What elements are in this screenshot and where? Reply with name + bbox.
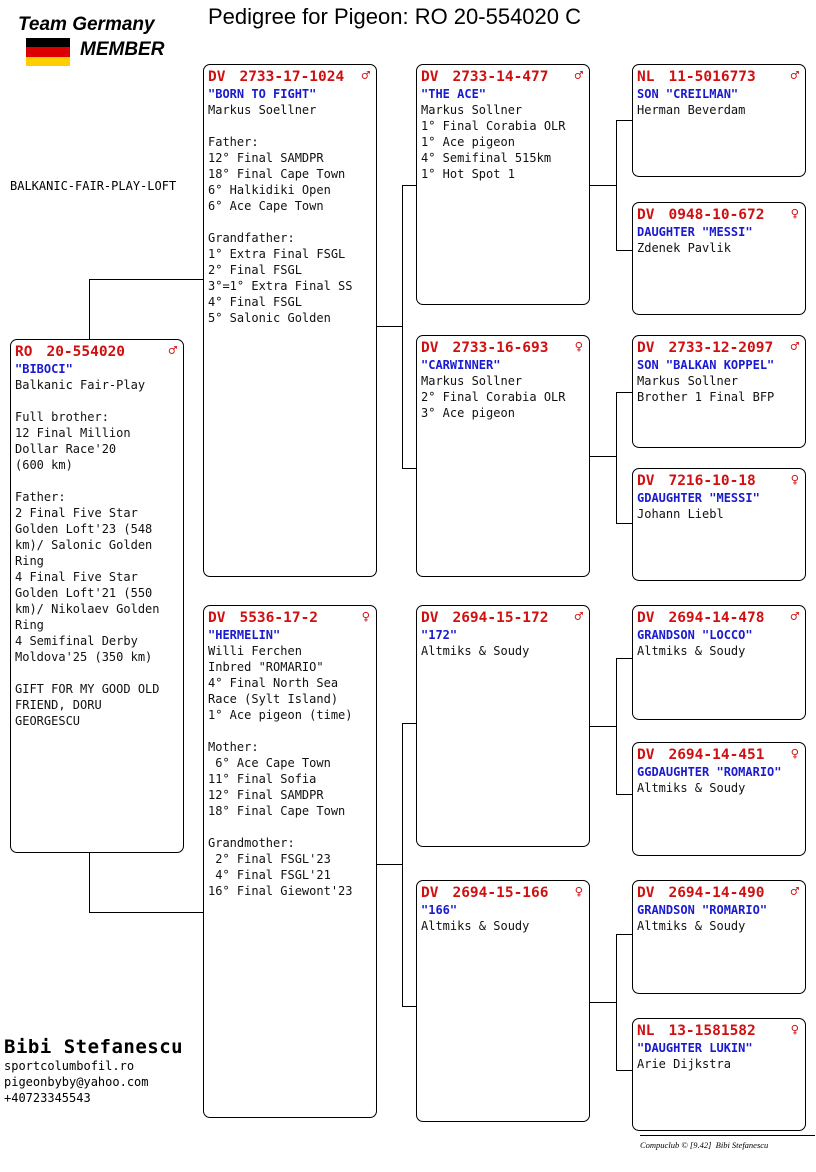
- pigeon-name: GRANDSON "LOCCO": [637, 628, 753, 642]
- info-line: 3°=1° Extra Final SS: [208, 279, 353, 293]
- male-icon: ♂: [790, 609, 799, 625]
- pigeon-name: "BIBOCI": [15, 362, 73, 376]
- info-line: Markus Soellner: [208, 103, 317, 117]
- connector-line: [616, 658, 633, 659]
- pigeon-card-mother[interactable]: [203, 605, 377, 1118]
- country-code: NL: [637, 69, 655, 85]
- pigeon-name: "THE ACE": [421, 87, 487, 101]
- pigeon-card-subject[interactable]: [10, 339, 184, 853]
- info-line: 2° Final Corabia OLR: [421, 390, 566, 404]
- male-icon: ♂: [574, 68, 583, 84]
- info-line: Markus Sollner: [637, 374, 739, 388]
- info-line: 1° Ace pigeon (time): [208, 708, 353, 722]
- info-line: Altmiks & Soudy: [637, 919, 746, 933]
- female-icon: ♀: [574, 339, 583, 355]
- ring-number: [637, 885, 801, 902]
- connector-line: [589, 456, 616, 457]
- country-code: DV: [208, 610, 226, 626]
- country-code: DV: [421, 340, 439, 356]
- male-icon: ♂: [574, 609, 583, 625]
- owner-phone: +40723345543: [4, 1091, 91, 1105]
- info-line: 5° Salonic Golden: [208, 311, 331, 325]
- pigeon-card-mfm[interactable]: [632, 742, 806, 856]
- ring-id: 2733-12-2097: [668, 340, 774, 356]
- info-line: 1° Final Corabia OLR: [421, 119, 566, 133]
- ring-number: [15, 344, 179, 361]
- pigeon-card-mmm[interactable]: [632, 1018, 806, 1131]
- female-icon: ♀: [790, 206, 799, 222]
- info-line: Father:: [208, 135, 259, 149]
- info-line: Inbred "ROMARIO": [208, 660, 324, 674]
- connector-line: [376, 864, 402, 865]
- info-line: Race (Sylt Island): [208, 692, 339, 706]
- connector-line: [402, 723, 417, 724]
- info-line: 2° Final FSGL: [208, 263, 302, 277]
- info-line: 11° Final Sofia: [208, 772, 317, 786]
- country-code: NL: [637, 1023, 655, 1039]
- male-icon: ♂: [790, 68, 799, 84]
- connector-line: [616, 523, 633, 524]
- info-line: 6° Ace Cape Town: [208, 199, 324, 213]
- info-line: Altmiks & Soudy: [421, 644, 530, 658]
- country-code: DV: [421, 610, 439, 626]
- ring-number: [421, 885, 585, 902]
- info-line: [208, 118, 372, 134]
- info-line: 3° Ace pigeon: [421, 406, 515, 420]
- connector-line: [402, 468, 417, 469]
- info-line: [15, 393, 179, 409]
- ring-number: [208, 610, 372, 627]
- pigeon-name: SON "CREILMAN": [637, 87, 739, 101]
- owner-website[interactable]: sportcolumbofil.ro: [4, 1059, 135, 1073]
- info-line: Full brother:: [15, 410, 109, 424]
- info-line: Grandfather:: [208, 231, 295, 245]
- footer-credit: Compuclub © [9.42] Bibi Stefanescu: [640, 1140, 769, 1150]
- ring-id: 20-554020: [46, 344, 126, 360]
- ring-number: [208, 69, 372, 86]
- male-icon: ♂: [361, 68, 370, 84]
- info-line: Brother 1 Final BFP: [637, 390, 775, 404]
- male-icon: ♂: [790, 884, 799, 900]
- info-line: 2 Final Five Star: [15, 506, 138, 520]
- pigeon-card-father[interactable]: [203, 64, 377, 577]
- pigeon-name: GRANDSON "ROMARIO": [637, 903, 768, 917]
- info-line: 4° Semifinal 515km: [421, 151, 552, 165]
- info-line: 1° Ace pigeon: [421, 135, 515, 149]
- female-icon: ♀: [790, 746, 799, 762]
- ring-id: 11-5016773: [668, 69, 756, 85]
- connector-line: [616, 250, 633, 251]
- info-line: [208, 214, 372, 230]
- connector-line: [616, 392, 633, 393]
- owner-email[interactable]: pigeonbyby@yahoo.com: [4, 1075, 149, 1089]
- ring-number: [637, 610, 801, 627]
- info-line: 4 Semifinal Derby: [15, 634, 138, 648]
- info-line: (600 km): [15, 458, 73, 472]
- info-line: 4° Final FSGL'21: [208, 868, 331, 882]
- info-line: GIFT FOR MY GOOD OLD: [15, 682, 160, 696]
- info-line: FRIEND, DORU: [15, 698, 102, 712]
- info-line: 12 Final Million: [15, 426, 131, 440]
- country-code: DV: [421, 885, 439, 901]
- connector-line: [402, 185, 417, 186]
- pigeon-card-fmf[interactable]: [632, 335, 806, 448]
- ring-id: 2733-17-1024: [239, 69, 345, 85]
- ring-id: 2694-15-166: [452, 885, 549, 901]
- connector-line: [616, 392, 617, 523]
- info-line: Golden Loft'23 (548: [15, 522, 153, 536]
- ring-number: [421, 610, 585, 627]
- ring-id: 13-1581582: [668, 1023, 756, 1039]
- info-line: Ring: [15, 554, 44, 568]
- country-code: DV: [637, 885, 655, 901]
- ring-id: 2694-14-478: [668, 610, 765, 626]
- ring-id: 2694-14-490: [668, 885, 765, 901]
- ring-id: 0948-10-672: [668, 207, 765, 223]
- country-code: DV: [637, 747, 655, 763]
- connector-line: [589, 185, 616, 186]
- ring-id: 2694-14-451: [668, 747, 765, 763]
- female-icon: ♀: [361, 609, 370, 625]
- pigeon-name: "BORN TO FIGHT": [208, 87, 317, 101]
- info-line: Willi Ferchen: [208, 644, 302, 658]
- connector-line: [89, 279, 204, 280]
- connector-line: [589, 1002, 616, 1003]
- pigeon-name: "CARWINNER": [421, 358, 501, 372]
- info-line: km)/ Nikolaev Golden: [15, 602, 160, 616]
- pigeon-name: SON "BALKAN KOPPEL": [637, 358, 775, 372]
- info-line: Grandmother:: [208, 836, 295, 850]
- country-code: DV: [637, 340, 655, 356]
- connector-line: [89, 279, 90, 340]
- country-code: DV: [421, 69, 439, 85]
- pigeon-card-father-father[interactable]: [416, 64, 590, 305]
- info-line: 18° Final Cape Town: [208, 167, 346, 181]
- connector-line: [616, 120, 617, 250]
- info-line: Johann Liebl: [637, 507, 724, 521]
- pigeon-card-fmm[interactable]: [632, 468, 806, 581]
- ring-id: 2733-16-693: [452, 340, 549, 356]
- pigeon-card-mother-father[interactable]: [416, 605, 590, 847]
- ring-id: 2694-15-172: [452, 610, 549, 626]
- info-line: [15, 473, 179, 489]
- connector-line: [616, 658, 617, 794]
- info-line: [208, 723, 372, 739]
- female-icon: ♀: [790, 472, 799, 488]
- pigeon-name: "172": [421, 628, 458, 642]
- info-line: Ring: [15, 618, 44, 632]
- info-line: GEORGESCU: [15, 714, 81, 728]
- info-line: Altmiks & Soudy: [421, 919, 530, 933]
- info-line: 1° Hot Spot 1: [421, 167, 515, 181]
- loft-name: BALKANIC-FAIR-PLAY-LOFT: [10, 179, 177, 193]
- country-code: DV: [637, 207, 655, 223]
- pigeon-card-ffm[interactable]: [632, 202, 806, 315]
- connector-line: [376, 326, 402, 327]
- connector-line: [589, 726, 616, 727]
- info-line: 2° Final FSGL'23: [208, 852, 331, 866]
- pigeon-name: DAUGHTER "MESSI": [637, 225, 753, 239]
- owner-name: Bibi Stefanescu: [4, 1036, 184, 1058]
- pigeon-card-mother-mother[interactable]: [416, 880, 590, 1122]
- info-line: Golden Loft'21 (550: [15, 586, 153, 600]
- ring-id: 7216-10-18: [668, 473, 756, 489]
- info-line: 4° Final FSGL: [208, 295, 302, 309]
- info-line: Altmiks & Soudy: [637, 781, 746, 795]
- connector-line: [616, 934, 633, 935]
- connector-line: [616, 120, 633, 121]
- info-line: [15, 665, 179, 681]
- info-line: Dollar Race'20: [15, 442, 117, 456]
- info-line: Altmiks & Soudy: [637, 644, 746, 658]
- info-line: Mother:: [208, 740, 259, 754]
- info-line: 6° Ace Cape Town: [208, 756, 331, 770]
- pigeon-card-mmf[interactable]: [632, 880, 806, 994]
- info-line: Arie Dijkstra: [637, 1057, 731, 1071]
- ring-number: [637, 207, 801, 224]
- connector-line: [89, 852, 90, 913]
- info-line: 18° Final Cape Town: [208, 804, 346, 818]
- ring-id: 5536-17-2: [239, 610, 319, 626]
- info-line: 4° Final North Sea: [208, 676, 339, 690]
- pigeon-name: GDAUGHTER "MESSI": [637, 491, 760, 505]
- connector-line: [616, 934, 617, 1070]
- connector-line: [402, 1006, 417, 1007]
- pigeon-card-fff[interactable]: [632, 64, 806, 177]
- ring-number: [637, 69, 801, 86]
- info-line: Father:: [15, 490, 66, 504]
- footer-divider: [640, 1135, 815, 1136]
- info-line: 16° Final Giewont'23: [208, 884, 353, 898]
- info-line: 6° Halkidiki Open: [208, 183, 331, 197]
- info-line: Balkanic Fair-Play: [15, 378, 146, 392]
- logo-member-label: MEMBER: [80, 39, 165, 60]
- info-line: 4 Final Five Star: [15, 570, 138, 584]
- german-flag-icon: [26, 38, 70, 66]
- info-line: Moldova'25 (350 km): [15, 650, 153, 664]
- team-germany-logo: [14, 14, 194, 68]
- pigeon-name: "HERMELIN": [208, 628, 281, 642]
- female-icon: ♀: [574, 884, 583, 900]
- connector-line: [616, 794, 633, 795]
- ring-number: [637, 747, 801, 764]
- connector-line: [89, 912, 204, 913]
- pigeon-name: "166": [421, 903, 458, 917]
- country-code: DV: [637, 610, 655, 626]
- connector-line: [402, 723, 403, 1006]
- info-line: [208, 819, 372, 835]
- female-icon: ♀: [790, 1022, 799, 1038]
- ring-id: 2733-14-477: [452, 69, 549, 85]
- info-line: Herman Beverdam: [637, 103, 746, 117]
- ring-number: [421, 69, 585, 86]
- ring-number: [637, 340, 801, 357]
- info-line: Zdenek Pavlik: [637, 241, 731, 255]
- country-code: DV: [208, 69, 226, 85]
- connector-line: [616, 1070, 633, 1071]
- ring-number: [637, 473, 801, 490]
- logo-title: Team Germany: [18, 14, 155, 35]
- connector-line: [402, 185, 403, 468]
- info-line: Markus Sollner: [421, 374, 523, 388]
- pigeon-name: "DAUGHTER LUKIN": [637, 1041, 753, 1055]
- male-icon: ♂: [168, 343, 177, 359]
- page-title: Pedigree for Pigeon: RO 20-554020 C: [208, 4, 582, 29]
- info-line: 1° Extra Final FSGL: [208, 247, 346, 261]
- country-code: RO: [15, 344, 33, 360]
- info-line: Markus Sollner: [421, 103, 523, 117]
- ring-number: [637, 1023, 801, 1040]
- info-line: 12° Final SAMDPR: [208, 788, 324, 802]
- pigeon-card-mff[interactable]: [632, 605, 806, 720]
- male-icon: ♂: [790, 339, 799, 355]
- info-line: km)/ Salonic Golden: [15, 538, 153, 552]
- info-line: 12° Final SAMDPR: [208, 151, 324, 165]
- ring-number: [421, 340, 585, 357]
- pigeon-card-father-mother[interactable]: [416, 335, 590, 577]
- country-code: DV: [637, 473, 655, 489]
- owner-info: [4, 1036, 183, 1106]
- pigeon-name: GGDAUGHTER "ROMARIO": [637, 765, 782, 779]
